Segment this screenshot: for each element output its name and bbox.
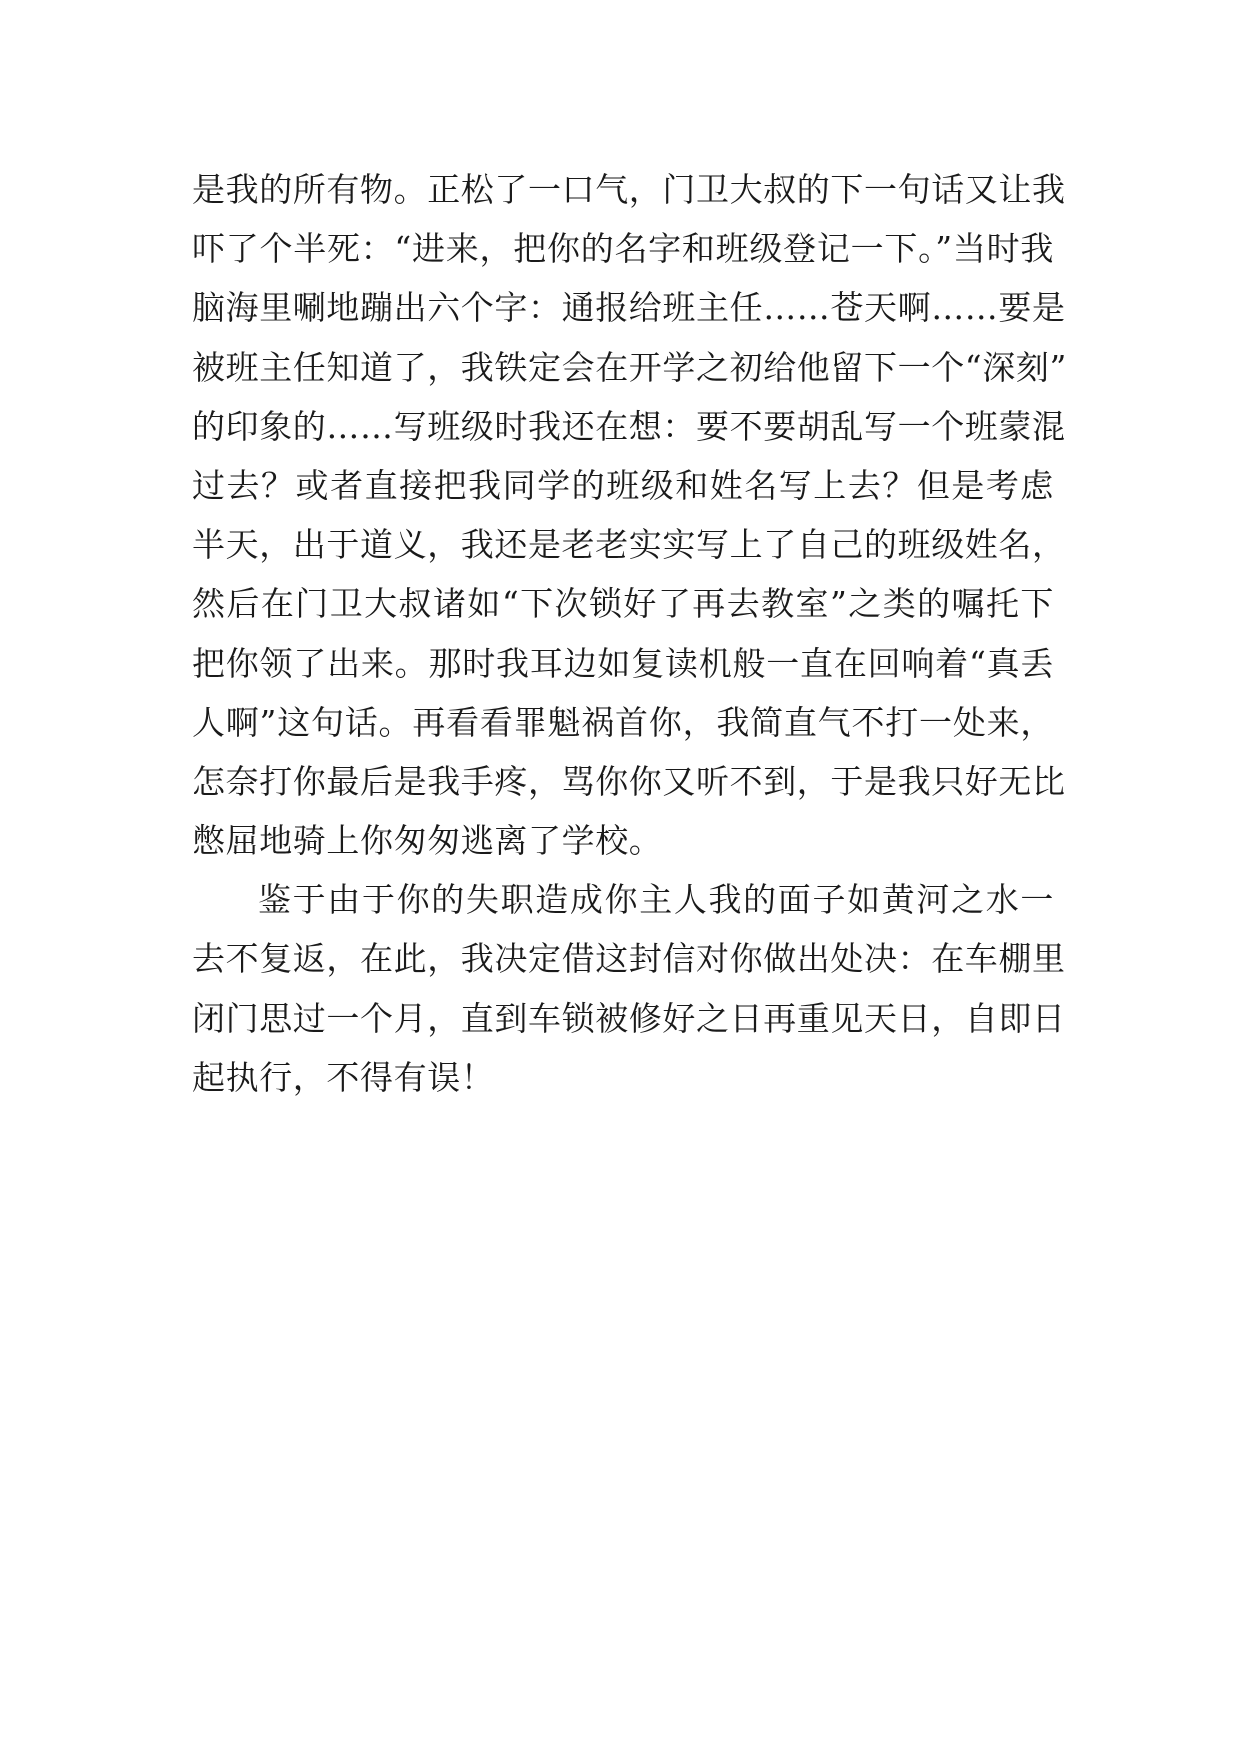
paragraph-2 [192, 870, 1066, 1107]
text-line: 的印象的……写班级时我还在想：要不要胡乱写一个班蒙混 [192, 406, 1066, 446]
text-line: 怎奈打你最后是我手疼，骂你你又听不到，于是我只好无比 [192, 761, 1066, 801]
text-line: 然后在门卫大叔诸如“下次锁好了再去教室”之类的嘱托下 [192, 584, 1054, 624]
text-line: 人啊”这句话。再看看罪魁祸首你，我简直气不打一处来， [192, 702, 1054, 742]
text-line: 闭门思过一个月，直到车锁被修好之日再重见天日，自即日 [192, 998, 1066, 1038]
text-line: 去不复返，在此，我决定借这封信对你做出处决：在车棚里 [192, 939, 1066, 979]
text-line: 起执行，不得有误！ [192, 1057, 495, 1097]
text-line: 鉴于由于你的失职造成你主人我的面子如黄河之水一 [258, 880, 1054, 920]
document-body [192, 160, 1067, 1107]
text-line: 是我的所有物。正松了一口气，门卫大叔的下一句话又让我 [192, 170, 1066, 209]
text-line: 吓了个半死：“进来，把你的名字和班级登记一下。”当时我 [192, 229, 1054, 269]
text-line: 把你领了出来。那时我耳边如复读机般一直在回响着“真丢 [192, 643, 1054, 683]
text-line: 半天，出于道义，我还是老老实实写上了自己的班级姓名， [192, 525, 1066, 565]
text-line: 脑海里唰地蹦出六个字：通报给班主任……苍天啊……要是 [192, 288, 1066, 328]
text-line: 过去？或者直接把我同学的班级和姓名写上去？但是考虑 [192, 465, 1054, 505]
text-line: 被班主任知道了，我铁定会在开学之初给他留下一个“深刻” [192, 347, 1067, 387]
text-line: 憋屈地骑上你匆匆逃离了学校。 [192, 821, 663, 861]
paragraph-1 [192, 160, 1067, 870]
